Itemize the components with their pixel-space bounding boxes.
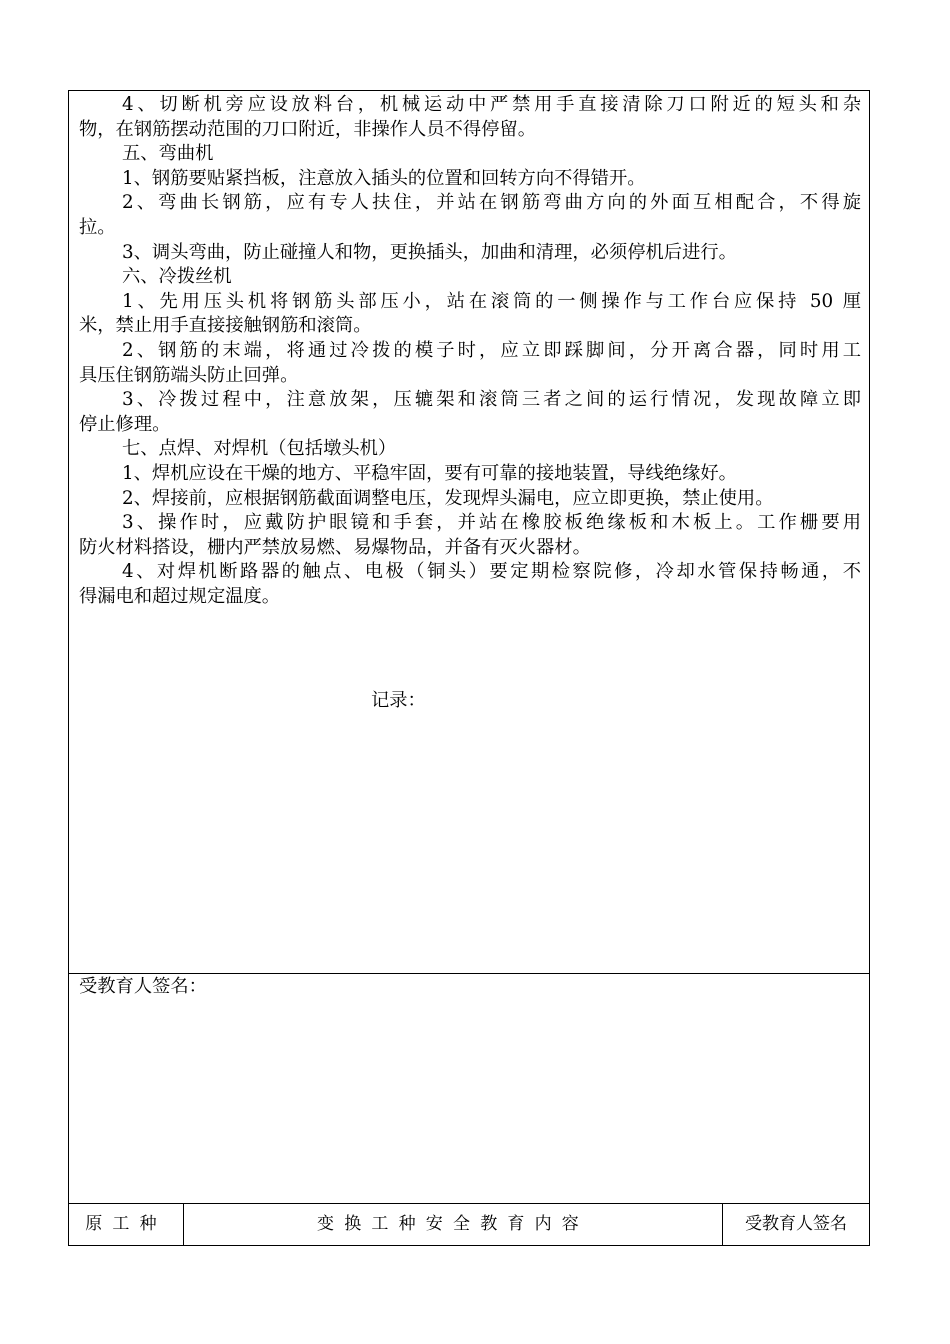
signature-header-label: 受教育人签名 bbox=[745, 1214, 847, 1234]
text-line: 2、焊接前，应根据钢筋截面调整电压，发现焊头漏电，应立即更换，禁止使用。 bbox=[122, 487, 774, 509]
text-line: 3、冷拨过程中，注意放架，压辘架和滚筒三者之间的运行情况，发现故障立即 bbox=[122, 389, 861, 411]
text-line: 2、钢筋的末端，将通过冷拨的模子时，应立即踩脚间，分开离合器，同时用工 bbox=[122, 339, 861, 361]
text-line: 3、操作时，应戴防护眼镜和手套，并站在橡胶板绝缘板和木板上。工作栅要用 bbox=[122, 512, 861, 534]
text-line: 具压住钢筋端头防止回弹。 bbox=[79, 364, 299, 386]
header-row bbox=[69, 1204, 869, 1245]
text-line: 1、焊机应设在干燥的地方、平稳牢固，要有可靠的接地装置，导线绝缘好。 bbox=[122, 462, 737, 484]
signature-label: 受教育人签名： bbox=[79, 976, 207, 997]
signature-cell bbox=[69, 973, 869, 1204]
text-line: 1、先用压头机将钢筋头部压小，站在滚筒的一侧操作与工作台应保持 50 厘 bbox=[122, 290, 861, 312]
safety-text-block bbox=[79, 93, 861, 609]
signature-header-cell bbox=[723, 1204, 869, 1245]
record-label: 记录： bbox=[371, 690, 426, 711]
text-line: 防火材料搭设，栅内严禁放易燃、易爆物品，并备有灭火器材。 bbox=[79, 536, 591, 558]
text-line: 1、钢筋要贴紧挡板，注意放入插头的位置和回转方向不得错开。 bbox=[122, 167, 646, 189]
section-heading: 六、冷拨丝机 bbox=[122, 266, 232, 288]
content-header-label: 变换工种安全教育内容 bbox=[317, 1214, 589, 1234]
original-trade-cell bbox=[69, 1204, 184, 1245]
safety-content-cell bbox=[69, 91, 869, 974]
original-trade-label: 原工种 bbox=[85, 1214, 167, 1234]
text-line: 4、切断机旁应设放料台，机械运动中严禁用手直接清除刀口附近的短头和杂 bbox=[122, 94, 861, 115]
text-line: 2、弯曲长钢筋，应有专人扶住，并站在钢筋弯曲方向的外面互相配合，不得旋 bbox=[122, 192, 861, 214]
text-line: 米，禁止用手直接接触钢筋和滚筒。 bbox=[79, 315, 372, 337]
text-line: 拉。 bbox=[79, 216, 116, 238]
text-line: 停止修理。 bbox=[79, 413, 171, 435]
section-heading: 七、点焊、对焊机（包括墩头机） bbox=[122, 438, 397, 460]
content-header-cell bbox=[184, 1204, 723, 1245]
section-heading: 五、弯曲机 bbox=[122, 143, 214, 165]
text-line: 物，在钢筋摆动范围的刀口附近，非操作人员不得停留。 bbox=[79, 118, 537, 140]
text-line: 得漏电和超过规定温度。 bbox=[79, 585, 281, 607]
text-line: 3、调头弯曲，防止碰撞人和物，更换插头，加曲和清理，必须停机后进行。 bbox=[122, 241, 737, 263]
document-table bbox=[68, 90, 870, 1246]
text-line: 4、对焊机断路器的触点、电极（铜头）要定期检察院修，冷却水管保持畅通，不 bbox=[122, 561, 861, 583]
